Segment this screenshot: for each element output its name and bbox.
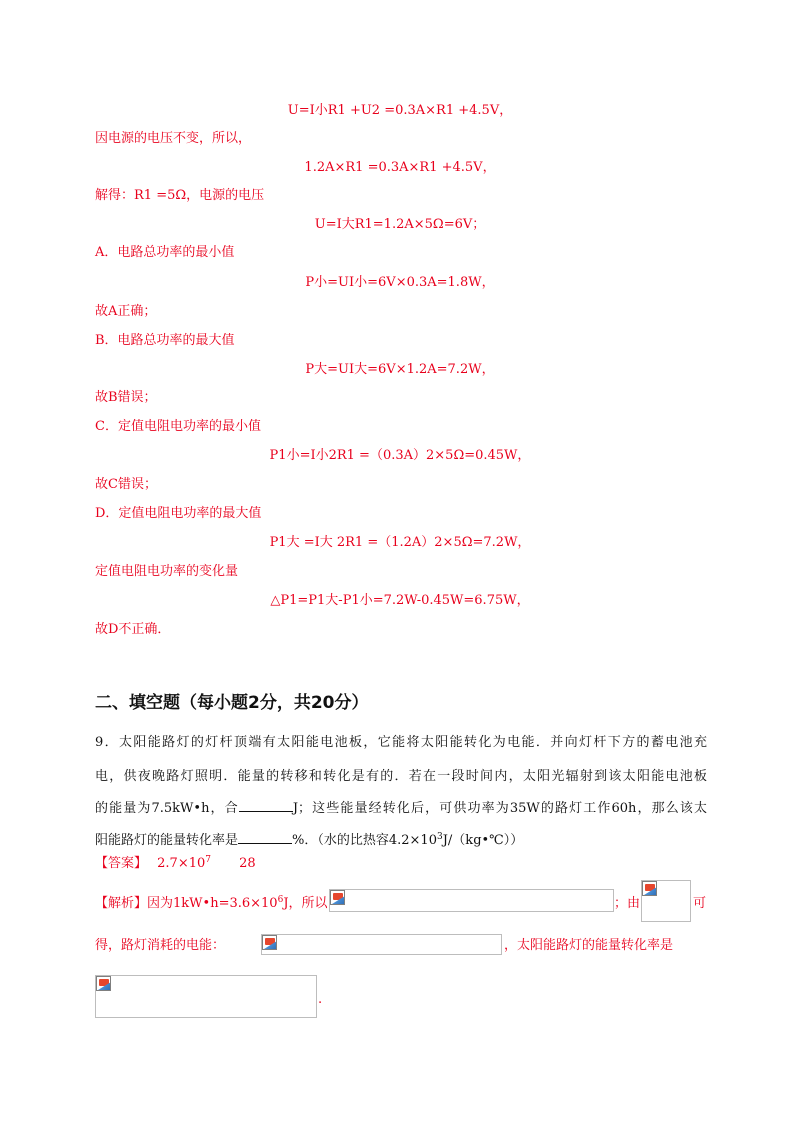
eq-equal: 1.2A×R1 =0.3A×R1 +4.5V， — [304, 160, 496, 175]
answer-value-1: $2.7\times 10^7$ — [157, 855, 211, 871]
analysis-end-period: . — [318, 992, 323, 1007]
answer-blank-2[interactable] — [238, 831, 292, 844]
question9-line4 — [95, 829, 523, 848]
eq-p1-min: P1小=I小2R1 =（0.3A）2×5Ω=0.45W， — [269, 448, 531, 463]
option-c-line: C．定值电阻电功率的最小值 — [95, 419, 261, 434]
broken-image-icon — [262, 935, 277, 950]
question9-line4-mid: %．（水的比热容4.2×10 — [292, 833, 437, 848]
b-wrong-line: 故B错误； — [95, 390, 157, 405]
analysis-line1 — [95, 896, 328, 912]
broken-image-icon — [642, 881, 657, 896]
section-heading: 二、填空题（每小题2分，共20分） — [95, 693, 369, 713]
eq-p1-max: P1大 =I大 2R1 =（1.2A）2×5Ω=7.2W， — [269, 535, 531, 550]
formula-image-4 — [95, 975, 317, 1018]
formula-image-3 — [261, 934, 502, 955]
option-b-line: B．电路总功率的最大值 — [95, 333, 235, 348]
analysis-label: 【解析】 — [95, 896, 148, 911]
analysis-text-a: 因为1kW•h=3.6×10 — [147, 896, 278, 911]
answer-label: 【答案】 — [95, 856, 148, 871]
answer-value-2: 28 — [239, 856, 256, 871]
question9-line3-end: J；这些能量经转化后，可供功率为35W的路灯工作60h，那么该太 — [292, 801, 707, 816]
analysis-text-d: 可 — [693, 896, 707, 911]
question9-line4-start: 阳能路灯的能量转化率是 — [95, 833, 239, 848]
d-incorrect-line: 故D不正确． — [95, 622, 171, 637]
analysis-line2-end: ，太阳能路灯的能量转化率是 — [504, 938, 674, 953]
eq-p-max: P大=UI大=6V×1.2A=7.2W， — [305, 362, 495, 377]
voltage-unchanged-line: 因电源的电压不变，所以， — [95, 131, 252, 146]
question9-line3-start: 的能量为7.5kW•h，合 — [95, 801, 239, 816]
question9-line2: 电，供夜晚路灯照明．能量的转移和转化是有的．若在一段时间内，太阳光辐射到该太阳能电池板 — [95, 769, 707, 784]
change-label-line: 定值电阻电功率的变化量 — [95, 564, 239, 579]
question9-line3 — [95, 797, 707, 816]
formula-image-1 — [329, 889, 614, 912]
analysis-line2-start: 得，路灯消耗的电能： — [95, 938, 226, 953]
analysis-text-c: ；由 — [614, 896, 641, 911]
eq-delta: △P1=P1大-P1小=7.2W-0.45W=6.75W， — [270, 593, 530, 608]
answer-line — [95, 856, 256, 872]
c-wrong-line: 故C错误； — [95, 477, 157, 492]
broken-image-icon — [330, 890, 345, 905]
solve-r1-line: 解得：R1 =5Ω，电源的电压 — [95, 188, 265, 203]
analysis-exponent: 6 — [277, 895, 284, 905]
question9-line1: 9．太阳能路灯的灯杆顶端有太阳能电池板，它能将太阳能转化为电能．并向灯杆下方的蓄电池充 — [95, 735, 707, 750]
analysis-text-b: J，所以 — [283, 896, 328, 911]
option-d-line: D．定值电阻电功率的最大值 — [95, 506, 262, 521]
eq-u: U=I小R1 +U2 =0.3A×R1 +4.5V， — [287, 103, 513, 118]
a-correct-line: 故A正确； — [95, 304, 157, 319]
option-a-line: A．电路总功率的最小值 — [95, 245, 235, 260]
answer-blank-1[interactable] — [239, 799, 293, 812]
formula-image-2 — [641, 880, 691, 922]
eq-p-min: P小=UI小=6V×0.3A=1.8W， — [305, 275, 495, 290]
broken-image-icon — [96, 976, 111, 991]
question9-exponent: 3 — [436, 832, 443, 842]
question9-line4-end: J/（kg•℃）） — [442, 833, 524, 848]
eq-u-total: U=I大R1=1.2A×5Ω=6V； — [314, 217, 486, 232]
